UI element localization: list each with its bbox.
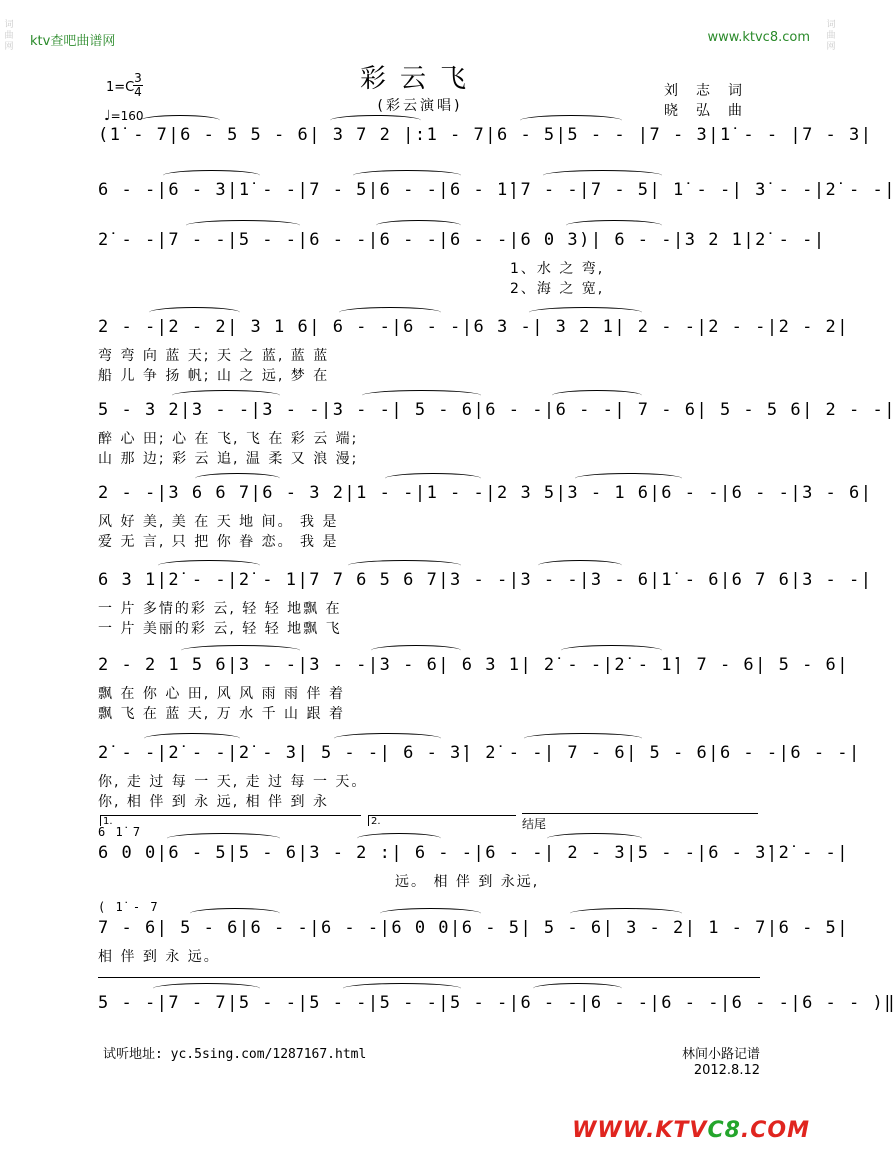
slur-arc — [330, 115, 421, 126]
slur-arc — [371, 645, 461, 656]
slur-arc — [524, 733, 642, 744]
listen-url: 试听地址: yc.5sing.com/1287167.html — [103, 1047, 367, 1062]
lyric-line: 船 儿 争 扬 帆; 山 之 远, 梦 在 — [98, 368, 330, 384]
slur-arc — [343, 983, 461, 994]
lyricist-credit: 刘志词 — [664, 83, 760, 99]
notation-line: 2 - -|3 6 6 7|6 - 3 2|1 - -|1 - -|2 3 5|3 - 1 6|6 - -|6 - -|3 - 6| — [98, 483, 873, 503]
slur-arc — [153, 983, 260, 994]
lyric-line: 相 伴 到 永 远。 — [98, 949, 220, 965]
lyric-line: 一 片 多情的彩 云, 轻 轻 地飘 在 — [98, 601, 342, 617]
volta-second-ending: 2. — [368, 815, 516, 826]
slur-arc — [561, 645, 662, 656]
slur-arc — [181, 645, 300, 656]
notation-line: 6 0 0|6 - 5|5 - 6|3 - 2 :| 6 - -|6 - -| 2 - 3|5 - -|6 - 3̇|2̇ - -| — [98, 843, 850, 863]
transcriber: 林间小路记谱 — [681, 1047, 760, 1062]
slur-arc — [547, 833, 642, 844]
song-title: 彩云飞 — [359, 64, 480, 94]
slur-arc — [167, 833, 280, 844]
lyric-line: 你, 相 伴 到 永 远, 相 伴 到 永 — [98, 794, 329, 810]
lyric-line: 爱 无 言, 只 把 你 眷 恋。 我 是 — [98, 534, 339, 550]
brand-red: WWW.KTV — [572, 1118, 708, 1143]
slur-arc — [376, 220, 461, 231]
lyric-line: 远。 相 伴 到 永远, — [395, 874, 540, 890]
slur-arc — [195, 473, 280, 484]
side-watermark-left: 词曲网 — [4, 20, 14, 52]
notation-line: (1̇ - 7|6 - 5 5 - 6| 3 7 2 |:1 - 7|6 - 5|5 - - |7 - 3|1̇ - - |7 - 3| — [98, 125, 873, 145]
slur-arc — [538, 560, 622, 571]
site-name-left: ktv查吧曲谱网 — [30, 34, 116, 49]
lyric-line: 一 片 美丽的彩 云, 轻 轻 地飘 飞 — [98, 621, 342, 637]
meter-top: 3 — [134, 71, 142, 85]
slur-arc — [570, 908, 682, 919]
slur-arc — [552, 390, 642, 401]
slur-arc — [566, 220, 662, 231]
slur-arc — [357, 833, 441, 844]
upper-voice-notes: 6 1̇ 7 — [98, 825, 142, 839]
lyric-line: 你, 走 过 每 一 天, 走 过 每 一 天。 — [98, 774, 368, 790]
notation-line: 2 - 2 1 5 6|3 - -|3 - -|3 - 6| 6 3 1| 2̇ - -|2̇ - 1̇| 7 - 6| 5 - 6| — [98, 655, 850, 675]
slur-arc — [380, 908, 481, 919]
lyric-line: 醉 心 田; 心 在 飞, 飞 在 彩 云 端; — [98, 431, 359, 447]
notation-line: 5 - -|7 - 7|5 - -|5 - -|5 - -|5 - -|6 - -|6 - -|6 - -|6 - -|6 - - )‖ — [98, 993, 896, 1013]
transcription-date: 2012.8.12 — [693, 1063, 760, 1078]
brand-tail: .COM — [740, 1118, 810, 1143]
slur-arc — [575, 473, 682, 484]
slur-arc — [520, 115, 622, 126]
volta-first-ending: 1. — [100, 815, 361, 826]
notation-line: 6 3 1|2̇ - -|2̇ - 1|7 7 6 5 6 7|3 - -|3 - -|3 - 6|1̇ - 6|6 7 6|3 - -| — [98, 570, 873, 590]
notation-line: 5 - 3 2|3 - -|3 - -|3 - -| 5 - 6|6 - -|6 - -| 7 - 6| 5 - 5 6| 2 - -| — [98, 400, 896, 420]
meter-bottom: 4 — [134, 85, 142, 99]
slur-arc — [529, 307, 642, 318]
slur-arc — [190, 908, 280, 919]
slur-arc — [149, 307, 240, 318]
slur-arc — [158, 560, 260, 571]
lyric-line: 1、水 之 弯, — [510, 261, 605, 277]
slur-arc — [348, 560, 461, 571]
side-watermark-right: 词曲网 — [826, 20, 836, 52]
composer-credit: 晓弘曲 — [664, 103, 760, 119]
quarter-note-icon: ♩ — [104, 108, 111, 124]
lyric-line: 2、海 之 宽, — [510, 281, 605, 297]
notation-line: 7 - 6| 5 - 6|6 - -|6 - -|6 0 0|6 - 5| 5 - 6| 3 - 2| 1 - 7|6 - 5| — [98, 918, 850, 938]
lyric-line: 飘 在 你 心 田, 风 风 雨 雨 伴 着 — [98, 686, 345, 702]
key-signature: 1=C — [106, 80, 135, 95]
lyric-line: 风 好 美, 美 在 天 地 间。 我 是 — [98, 514, 339, 530]
notation-line: 2 - -|2 - 2| 3 1 6| 6 - -|6 - -|6 3 -| 3 2 1| 2 - -|2 - -|2 - 2| — [98, 317, 850, 337]
slur-arc — [339, 307, 441, 318]
brand-green: C8 — [707, 1118, 741, 1143]
notation-line: 2̇ - -|2̇ - -|2̇ - 3| 5 - -| 6 - 3̇| 2̇ - -| 7 - 6| 5 - 6|6 - -|6 - -| — [98, 743, 861, 763]
lyric-line: 飘 飞 在 蓝 天, 万 水 千 山 跟 着 — [98, 706, 345, 722]
tempo-marking — [104, 108, 144, 124]
ending-label: 结尾 — [522, 813, 758, 832]
lyric-line: 弯 弯 向 蓝 天; 天 之 蓝, 蓝 蓝 — [98, 348, 330, 364]
slur-arc — [362, 390, 481, 401]
slur-arc — [533, 983, 622, 994]
time-signature — [133, 72, 143, 99]
site-url-right: www.ktvc8.com — [707, 30, 810, 45]
system-line — [98, 977, 760, 978]
slur-arc — [144, 733, 240, 744]
slur-arc — [385, 473, 481, 484]
lyric-line: 山 那 边; 彩 云 追, 温 柔 又 浪 漫; — [98, 451, 359, 467]
brand-logo — [572, 1118, 810, 1143]
notation-line: 2̇ - -|7 - -|5 - -|6 - -|6 - -|6 - -|6 0 3)| 6 - -|3 2 1|2̇ - -| — [98, 230, 826, 250]
slur-arc — [334, 733, 441, 744]
slur-arc — [163, 170, 260, 181]
slur-arc — [353, 170, 461, 181]
slur-arc — [543, 170, 662, 181]
slur-arc — [172, 390, 280, 401]
slur-arc — [186, 220, 300, 231]
song-subtitle: (彩云演唱) — [377, 98, 463, 114]
slur-arc — [140, 115, 220, 126]
upper-voice-notes: ( 1̇ - 7 — [98, 900, 160, 914]
notation-line: 6 - -|6 - 3|1̇ - -|7 - 5|6 - -|6 - 1̇|7 - -|7 - 5| 1̇ - -| 3̇ - -|2̇ - -| — [98, 180, 896, 200]
tempo-value: =160 — [110, 109, 144, 123]
